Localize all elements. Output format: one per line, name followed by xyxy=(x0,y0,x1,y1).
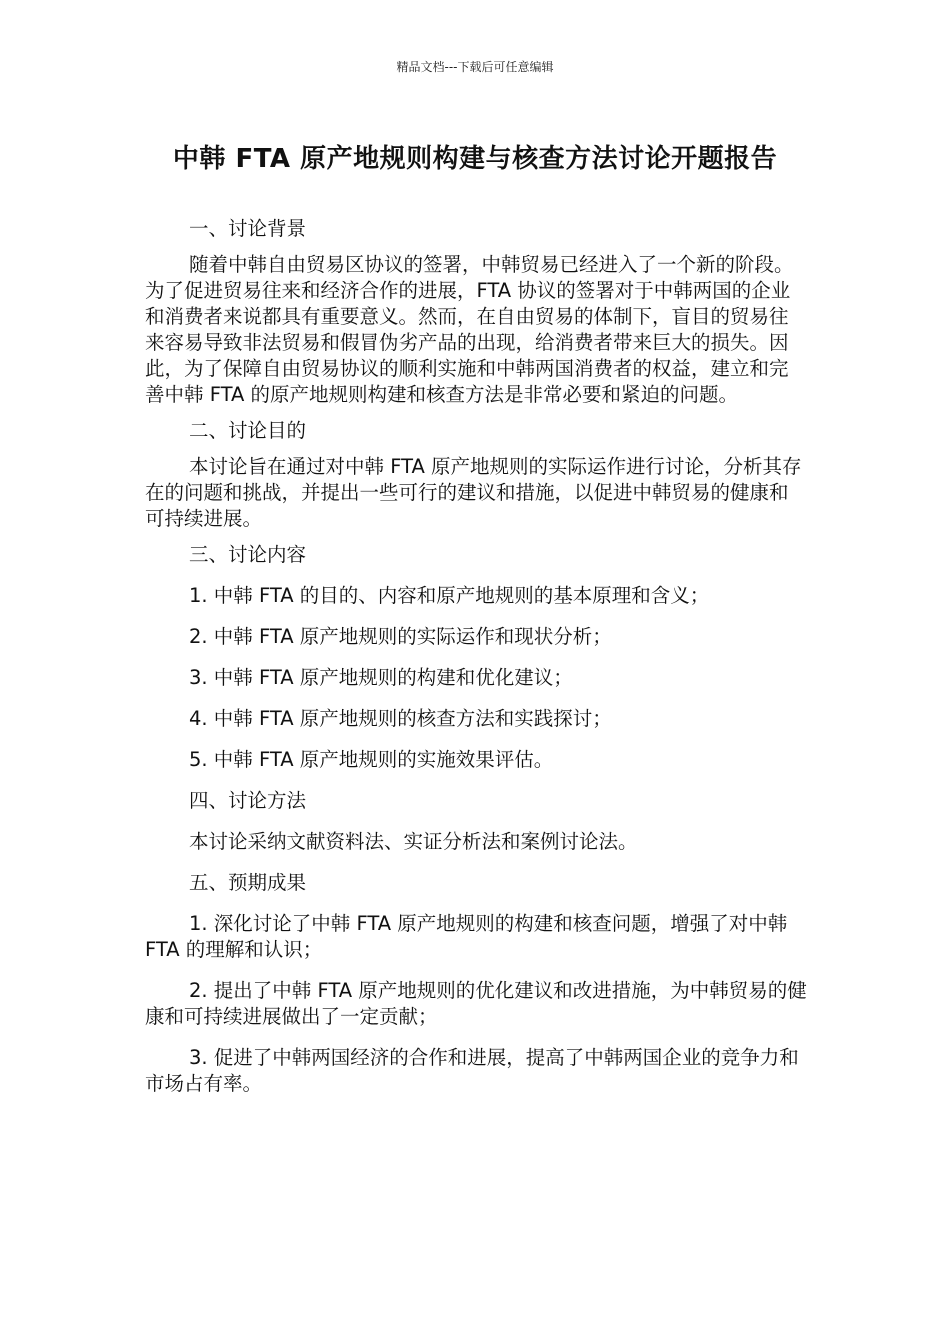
section-heading-outcomes: 五、预期成果 xyxy=(189,871,307,894)
document-body xyxy=(145,216,807,1107)
content-list-item: 4. 中韩 FTA 原产地规则的核查方法和实践探讨； xyxy=(189,707,612,730)
section-heading-content: 三、讨论内容 xyxy=(189,543,307,566)
outcome-list-item: 3. 促进了中韩两国经济的合作和进展，提高了中韩两国企业的竞争力和市场占有率。 xyxy=(145,1046,799,1095)
header-note: 精品文档---下载后可任意编辑 xyxy=(396,60,554,74)
section-heading-method: 四、讨论方法 xyxy=(189,789,307,812)
content-list-item: 5. 中韩 FTA 原产地规则的实施效果评估。 xyxy=(189,748,554,771)
outcome-list-item: 1. 深化讨论了中韩 FTA 原产地规则的构建和核查问题，增强了对中韩 FTA 的理解和认识； xyxy=(145,912,788,961)
content-list-item: 2. 中韩 FTA 原产地规则的实际运作和现状分析； xyxy=(189,625,612,648)
background-paragraph: 随着中韩自由贸易区协议的签署，中韩贸易已经进入了一个新的阶段。为了促进贸易往来和经济合作的进展，FTA 协议的签署对于中韩两国的企业和消费者来说都具有重要意义。然而，在自由贸易的体制下，盲目的贸易往来容易导致非法贸易和假冒伪劣产品的出现，给消费者带来巨大的损失。因此，为了保障自由贸易协议的顺利实施和中韩两国消费者的权益，建立和完善中韩 FTA 的原产地规则构建和核查方法是非常必要和紧迫的问题。 xyxy=(145,253,794,406)
section-heading-background: 一、讨论背景 xyxy=(189,217,307,240)
outcome-list-item: 2. 提出了中韩 FTA 原产地规则的优化建议和改进措施，为中韩贸易的健康和可持续进展做出了一定贡献； xyxy=(145,979,807,1028)
method-paragraph: 本讨论采纳文献资料法、实证分析法和案例讨论法。 xyxy=(189,830,638,853)
purpose-paragraph: 本讨论旨在通过对中韩 FTA 原产地规则的实际运作进行讨论，分析其存在的问题和挑战，并提出一些可行的建议和措施，以促进中韩贸易的健康和可持续进展。 xyxy=(145,455,802,530)
content-list-item: 1. 中韩 FTA 的目的、内容和原产地规则的基本原理和含义； xyxy=(189,584,710,607)
section-heading-purpose: 二、讨论目的 xyxy=(189,419,307,442)
document-title: 中韩 FTA 原产地规则构建与核查方法讨论开题报告 xyxy=(172,144,778,174)
content-list-item: 3. 中韩 FTA 原产地规则的构建和优化建议； xyxy=(189,666,573,689)
